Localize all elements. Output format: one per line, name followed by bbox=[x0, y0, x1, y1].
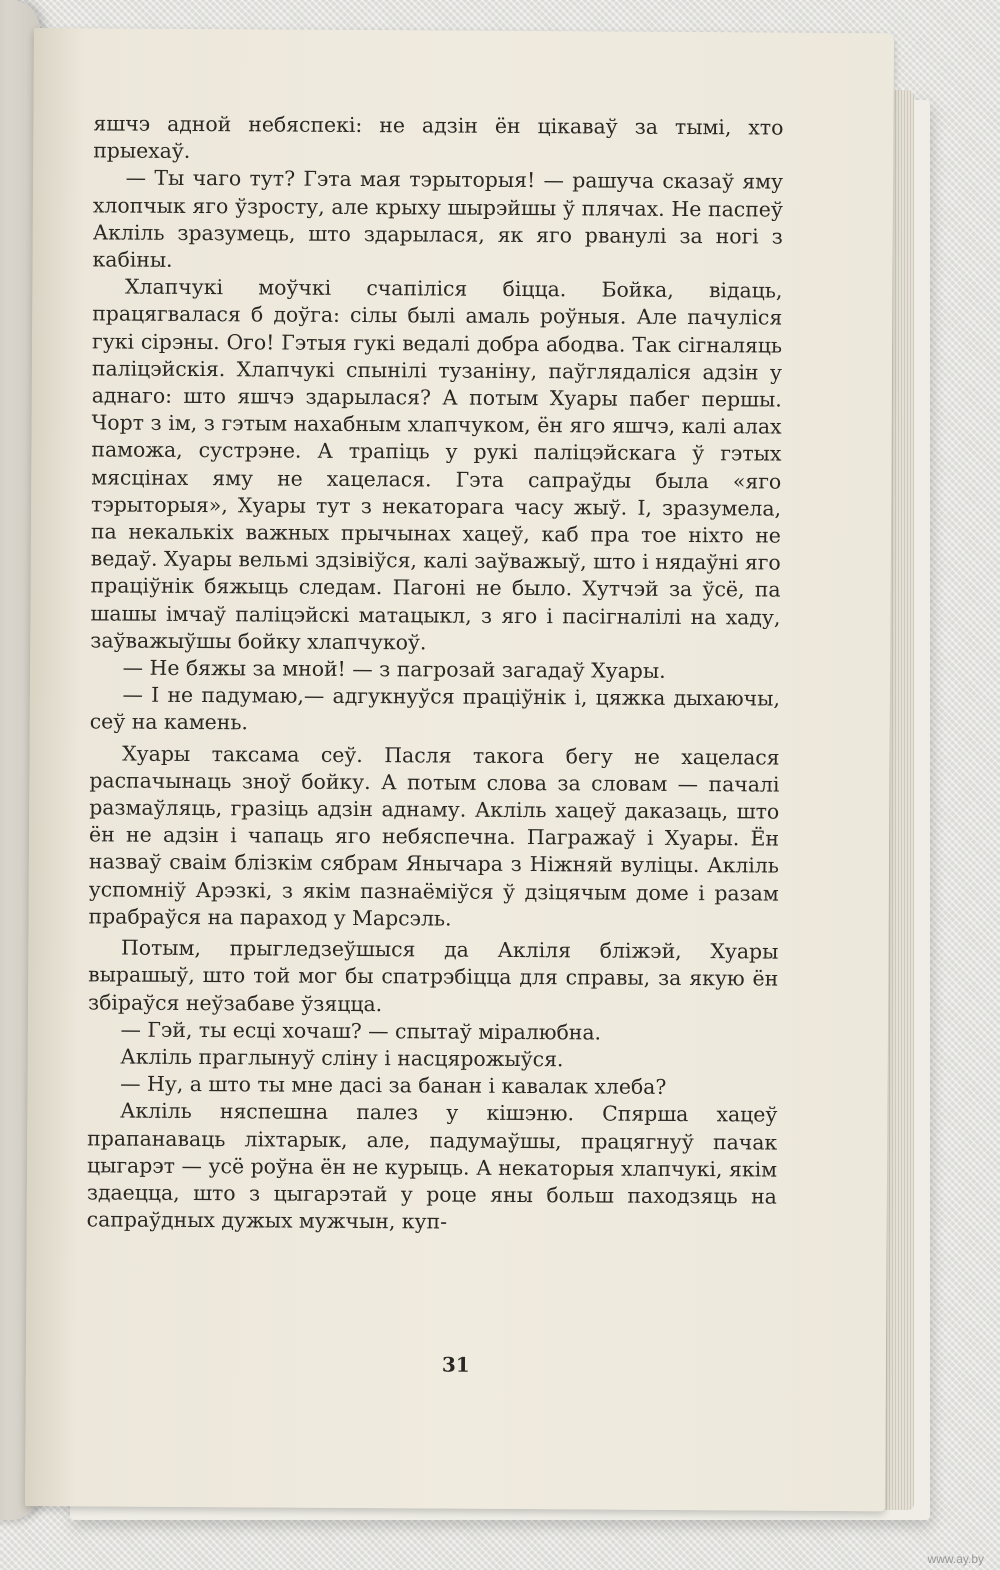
paragraph-4: — Не бяжы за мной! — з пагрозай загадаў Хуары. bbox=[122, 655, 666, 683]
page-number: 31 bbox=[441, 1352, 470, 1377]
paragraph-7: Потым, прыгледзеўшыся да Акліля бліжэй, Хуары вырашыў, што той мог бы спатрэбіцца для справы, за якую ён збіраўся неўзабаве ўзяцца. bbox=[87, 935, 779, 1016]
paragraph-2: — Ты чаго тут? Гэта мая тэрыторыя! — рашуча сказаў яму хлопчык яго ўзросту, але крыху шырэйшы ў плячах. Не паспеў Акліль зразумець, што здарылася, як яго рванулі за ногі з кабіны. bbox=[92, 165, 784, 272]
paragraph-1: яшчэ адной небяспекі: не адзін ён цікаваў за тымі, хто прыехаў. bbox=[93, 111, 784, 164]
paragraph-3: Хлапчукі моўчкі счапіліся біцца. Бойка, відаць, працягвалася б доўга: сілы былі амаль роўныя. Але пачуліся гукі сірэны. Ого! Гэтыя гукі ведалі добра абодва. Так сігналяць паліцэйскія. Хлапчукі спынілі тузаніну, паўглядаліся адзін у аднаго: што яшчэ здарылася? А потым Хуары пабег першы. Чорт з ім, з гэтым нахабным хлапчуком, ён яго яшчэ, калі алах паможа, сустрэне. А трапіць у рукі паліцэйскага ў гэтых мясцінах яму не хацелася. Гэта сапраўды была «яго тэрыторыя», Хуары тут з некаторага часу жыў. І, зразумела, па некалькіх важных прычынах хацеў, каб пра тое ніхто не ведаў. Хуары вельмі здзівіўся, калі заўважыў, што і нядаўні яго праціўнік бяжыць следам. Пагоні не было. Хутчэй за ўсё, па шашы імчаў паліцэйскі матацыкл, з яго і пасігналілі на хаду, заўважыўшы бойку хлапчукоў. bbox=[90, 274, 783, 655]
book-page bbox=[25, 28, 894, 1511]
paragraph-5: — І не падумаю,— адгукнуўся праціўнік і, цяжка дыхаючы, сеў на камень. bbox=[89, 682, 780, 735]
paragraph-8: — Гэй, ты есці хочаш? — спытаў міралюбна. bbox=[120, 1017, 602, 1045]
paragraph-6: Хуары таксама сеў. Пасля такога бегу не хацелася распачынаць зноў бойку. А потым слова за словам — пачалі размаўляць, гразіць адзін аднаму. Акліль хацеў даказаць, што ён не адзін і чапаць яго небяспечна. Пагражаў і Хуары. Ён назваў сваім блізкім сябрам Янычара з Ніжняй вуліцы. Акліль успомніў Арэзкі, з якім пазнаёміўся ў дзіцячым доме і разам прабраўся на параход у Марсэль. bbox=[88, 741, 780, 931]
paragraph-9: Акліль праглынуў сліну і насцярожыўся. bbox=[120, 1044, 564, 1072]
paragraph-11: Акліль няспешна палез у кішэню. Спярша хацеў прапанаваць ліхтарык, але, падумаўшы, працягнуў пачак цыгарэт — усё роўна ён не курыць. А некаторыя хлапчукі, якім здаецца, што з цыгарэтай у роце яны больш паходзяць на сапраўдных дужых мужчын, куп- bbox=[86, 1098, 778, 1234]
page-text bbox=[87, 110, 784, 1238]
watermark: www.ay.by bbox=[927, 1552, 984, 1566]
paragraph-10: — Ну, а што ты мне дасі за банан і кавалак хлеба? bbox=[120, 1071, 667, 1099]
